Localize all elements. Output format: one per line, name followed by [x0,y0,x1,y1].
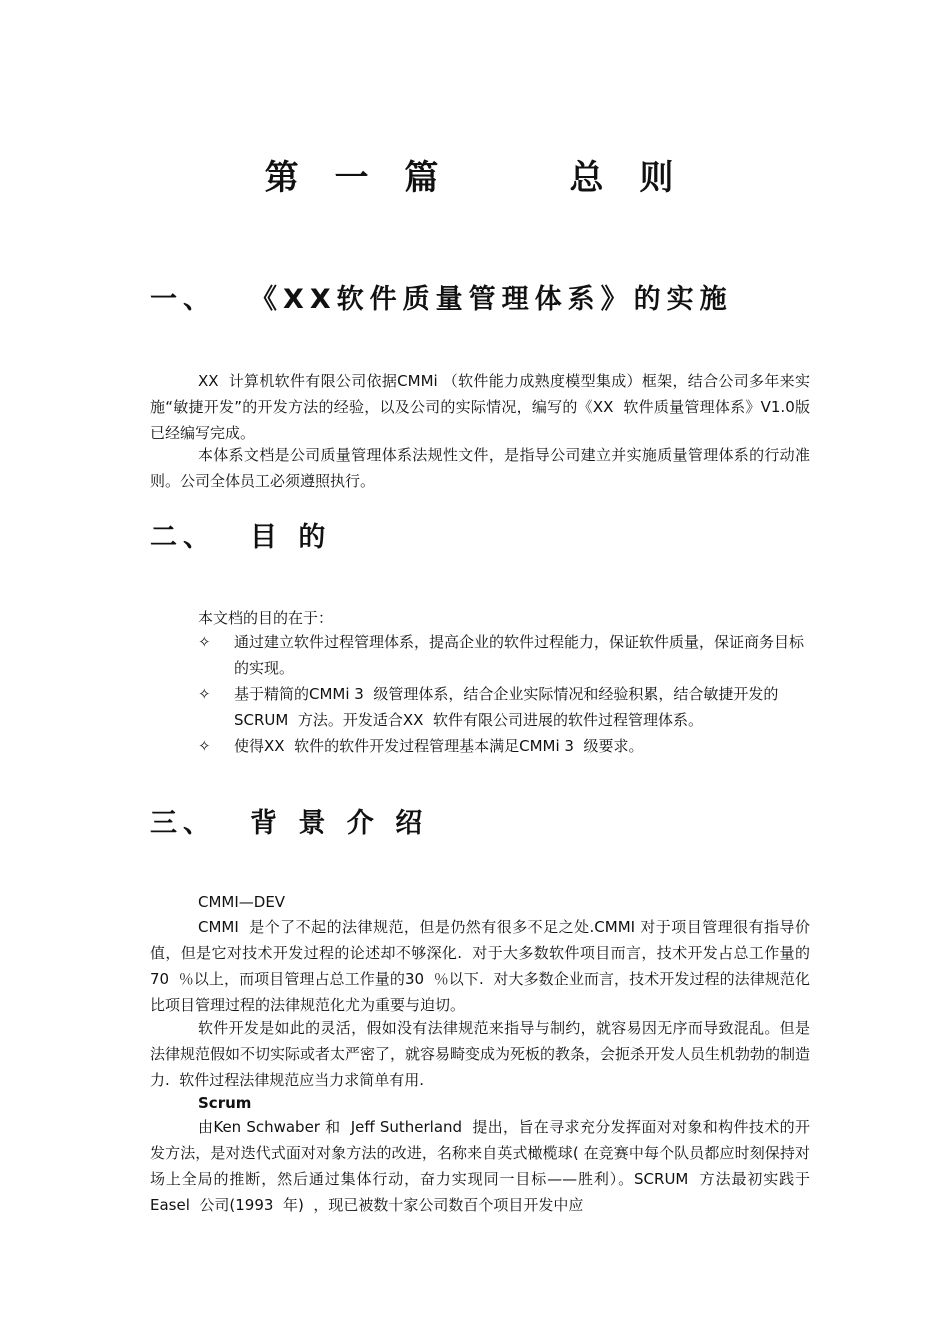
list-item [198,733,810,759]
list-item [198,681,810,733]
list-item-text: 通过建立软件过程管理体系，提高企业的软件过程能力，保证软件质量，保证商务目标的实现。 [234,633,805,677]
paragraph: 由Ken Schwaber 和 Jeff Sutherland 提出，旨在寻求充分发挥面对对象和构件技术的开发方法，是对迭代式面对对象方法的改进，名称来自英式橄榄球( 在竞赛中每个队员都应时刻保持对场上全局的推断，然后通过集体行动，奋力实现同一目标——胜利）。SCRUM 方法最初实践于Easel 公司(1993 年) ，现已被数十家公司数百个项目开发中应 [150,1118,810,1214]
paragraph: XX 计算机软件有限公司依据CMMi （软件能力成熟度模型集成）框架，结合公司多年来实施“敏捷开发”的开发方法的经验，以及公司的实际情况，编写的《XX 软件质量管理体系》V1.0版已经编写完成。 [150,372,810,442]
list-item-text: 基于精简的CMMi 3 级管理体系，结合企业实际情况和经验积累，结合敏捷开发的SCRUM 方法。开发适合XX 软件有限公司进展的软件过程管理体系。 [234,685,779,729]
paragraph: CMMI 是个了不起的法律规范，但是仍然有很多不足之处.CMMI 对于项目管理很有指导价值，但是它对技术开发过程的论述却不够深化. 对于大多数软件项目而言，技术开发占总工作量的70 ％以上，而项目管理占总工作量的30 ％以下. 对大多数企业而言，技术开发过程的法律规范化比项目管理过程的法律规范化尤为重要与迫切。 [150,918,810,1014]
section-number: 三、 [150,808,216,839]
bullet-list [198,629,810,759]
list-item [198,629,810,681]
section-title: 背 景 介 绍 [250,808,429,839]
list-item-text: 使得XX 软件的软件开发过程管理基本满足CMMi 3 级要求。 [234,737,644,755]
diamond-star-icon: ✧ [198,633,211,651]
section-heading-2 [150,520,331,556]
paragraph: 软件开发是如此的灵活，假如没有法律规范来指导与制约，就容易因无序而导致混乱。但是法律规范假如不切实际或者太严密了，就容易畸变成为死板的教条，会扼杀开发人员生机勃勃的制造力. 软件过程法律规范应当力求简单有用. [150,1019,811,1089]
paragraph: 本文档的目的在于： [198,609,334,627]
section-number: 二、 [150,522,216,553]
paragraph: 本体系文档是公司质量管理体系法规性文件，是指导公司建立并实施质量管理体系的行动准则。公司全体员工必须遵照执行。 [150,446,810,490]
section-heading-3 [150,806,428,842]
subheading-scrum: Scrum [198,1094,252,1112]
section-title: 《XX软件质量管理体系》的实施 [250,284,733,315]
section-number: 一、 [150,284,216,315]
section-heading-1 [150,282,733,318]
subheading-cmmi: CMMI—DEV [198,893,286,911]
diamond-star-icon: ✧ [198,737,211,755]
page-title: 第 一 篇 总 则 [264,158,686,198]
diamond-star-icon: ✧ [198,685,211,703]
section-title: 目 的 [250,522,332,553]
